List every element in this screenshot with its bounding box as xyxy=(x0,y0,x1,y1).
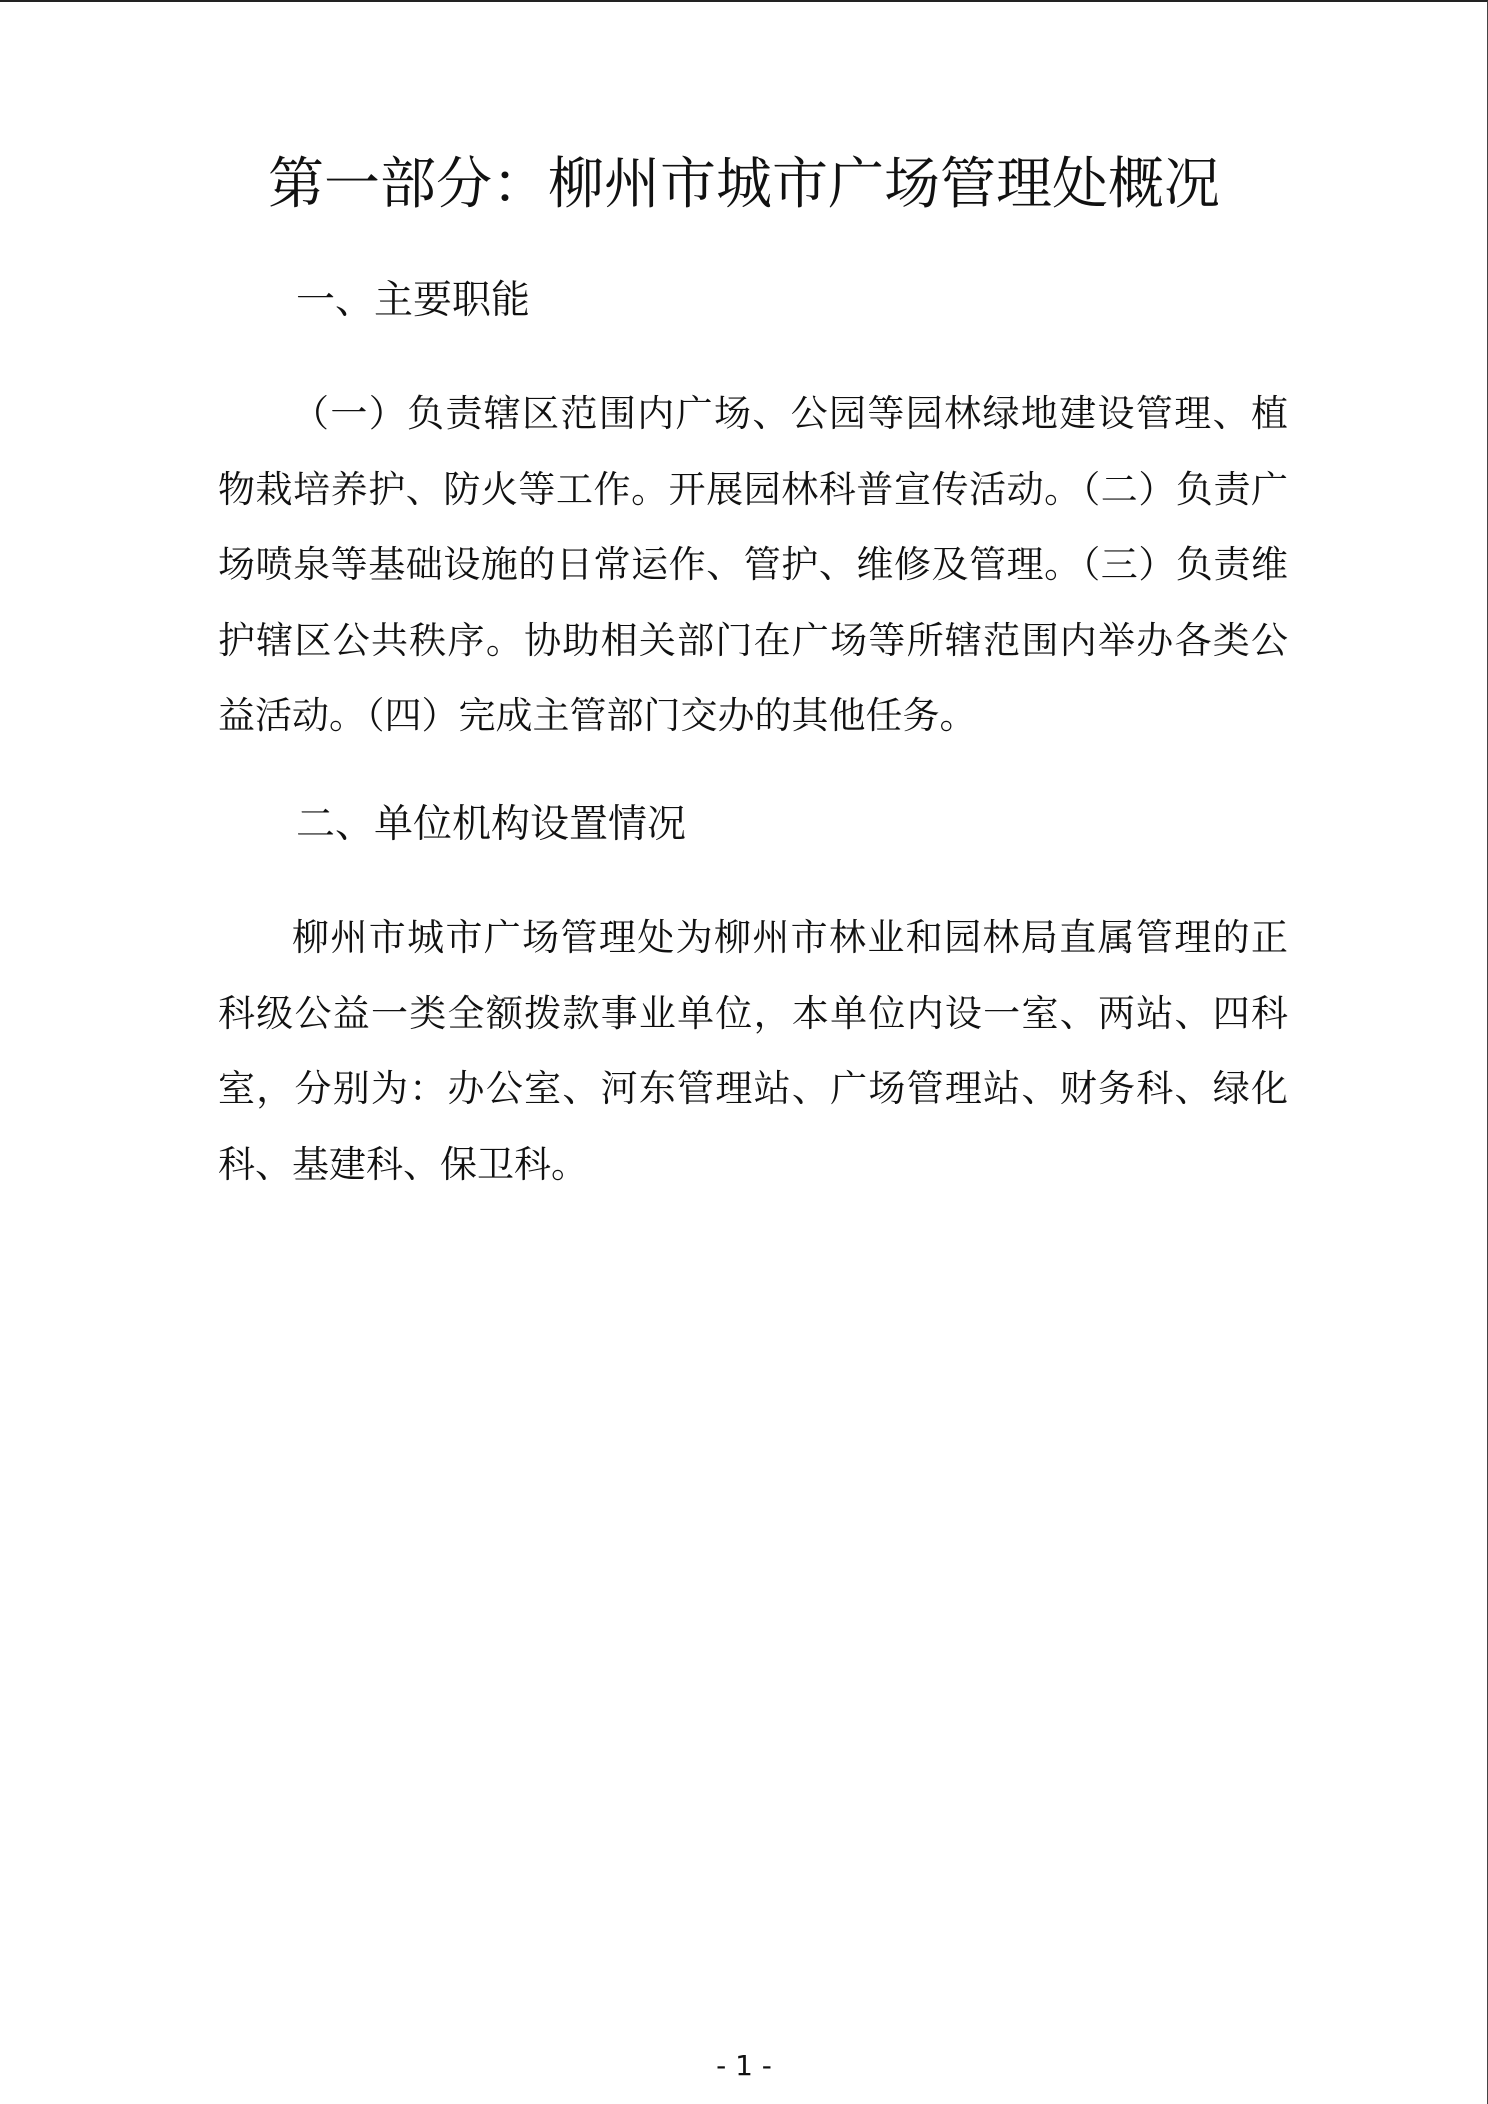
page-number: - 1 - xyxy=(716,2049,772,2082)
section-heading-organization: 二、单位机构设置情况 xyxy=(296,802,687,847)
paragraph-organization: 柳州市城市广场管理处为柳州市林业和园林局直属管理的正科级公益一类全额拨款事业单位，本单位内设一室、两站、四科室，分别为：办公室、河东管理站、广场管理站、财务科、绿化科、基建科、保卫科。 xyxy=(218,916,1288,1186)
section-heading-main-functions: 一、主要职能 xyxy=(296,278,531,323)
paragraph-main-functions: （一）负责辖区范围内广场、公园等园林绿地建设管理、植物栽培养护、防火等工作。开展园林科普宣传活动。（二）负责广场喷泉等基础设施的日常运作、管护、维修及管理。（三）负责维护辖区公共秩序。协助相关部门在广场等所辖范围内举办各类公益活动。（四）完成主管部门交办的其他任务。 xyxy=(218,392,1288,737)
page-title: 第一部分：柳州市城市广场管理处概况 xyxy=(268,152,1220,217)
